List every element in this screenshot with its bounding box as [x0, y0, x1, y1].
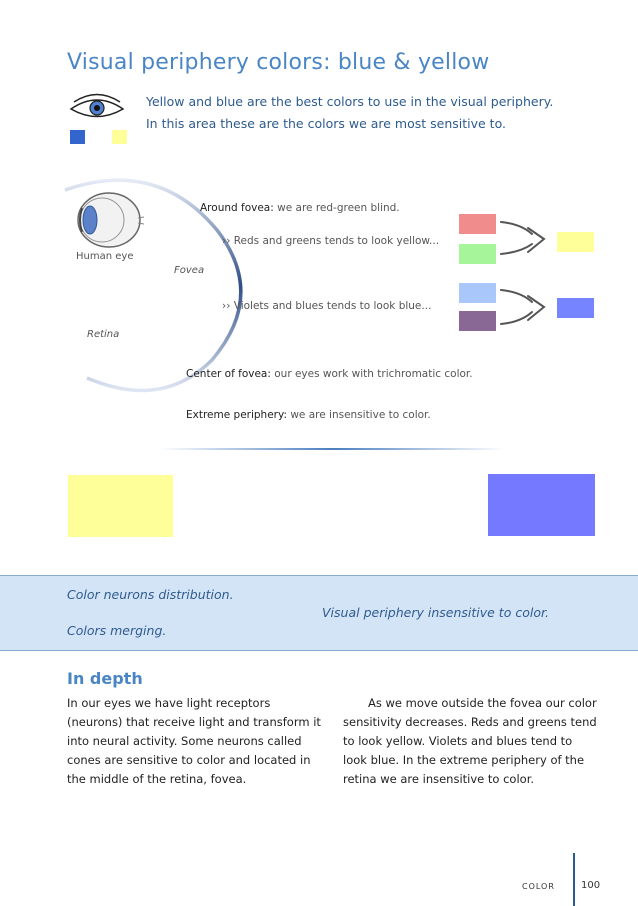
big-yellow-swatch: [68, 475, 173, 537]
eyeball-icon: [72, 190, 144, 250]
violet-swatch: [459, 311, 496, 331]
text-line: look blue. In the extreme periphery of the: [343, 753, 585, 767]
center-fovea-note: [186, 368, 473, 380]
human-eye-label: Human eye: [76, 251, 134, 262]
around-fovea-label: Around fovea:: [200, 202, 274, 214]
blue-result-swatch: [557, 298, 594, 318]
text-line: sensitivity decreases. Reds and greens tend: [343, 715, 597, 729]
violets-blues-note: ›› Violets and blues tends to look blue...: [222, 300, 432, 312]
blue-square: [70, 130, 85, 144]
band-caption-neurons: Color neurons distribution.: [67, 587, 234, 602]
text-line: As we move outside the fovea our color: [368, 696, 597, 710]
text-line: cones are sensitive to color and located in: [67, 753, 311, 767]
section-divider: [160, 448, 505, 450]
in-depth-right-paragraph: [343, 694, 603, 789]
extreme-periphery-note: [186, 409, 431, 421]
footer-rule: [573, 853, 575, 906]
around-fovea-note: [200, 202, 400, 214]
eye-icon: [68, 93, 126, 123]
light-blue-swatch: [459, 283, 496, 303]
around-fovea-text: we are red-green blind.: [273, 202, 400, 214]
in-depth-left-paragraph: [67, 694, 327, 789]
text-line: retina we are insensitive to color.: [343, 772, 535, 786]
page-title: Visual periphery colors: blue & yellow: [67, 50, 490, 75]
center-fovea-text: our eyes work with trichromatic color.: [270, 368, 473, 380]
extreme-periphery-text: we are insensitive to color.: [286, 409, 431, 421]
red-swatch: [459, 214, 496, 234]
text-line: into neural activity. Some neurons called: [67, 734, 302, 748]
text-line: to look yellow. Violets and blues tend to: [343, 734, 573, 748]
green-swatch: [459, 244, 496, 264]
big-blue-swatch: [488, 474, 595, 536]
center-fovea-label: Center of fovea:: [186, 368, 271, 380]
fovea-label: Fovea: [174, 265, 205, 276]
intro-line-1: Yellow and blue are the best colors to use in the visual periphery.: [146, 94, 554, 109]
intro-line-2: In this area these are the colors we are most sensitive to.: [146, 116, 506, 131]
footer-section-label: COLOR: [522, 882, 555, 891]
yellow-square: [112, 130, 127, 144]
reds-greens-note: ›› Reds and greens tends to look yellow...: [222, 235, 440, 247]
text-line: the middle of the retina, fovea.: [67, 772, 247, 786]
band-caption-merging: Colors merging.: [67, 623, 167, 638]
retina-label: Retina: [87, 329, 120, 340]
page-number: 100: [581, 880, 601, 891]
band-caption-periphery: Visual periphery insensitive to color.: [322, 605, 549, 620]
merge-arrows: [496, 212, 556, 342]
text-line: (neurons) that receive light and transform it: [67, 715, 321, 729]
in-depth-heading: In depth: [67, 669, 143, 688]
extreme-periphery-label: Extreme periphery:: [186, 409, 287, 421]
text-line: In our eyes we have light receptors: [67, 696, 271, 710]
yellow-result-swatch: [557, 232, 594, 252]
